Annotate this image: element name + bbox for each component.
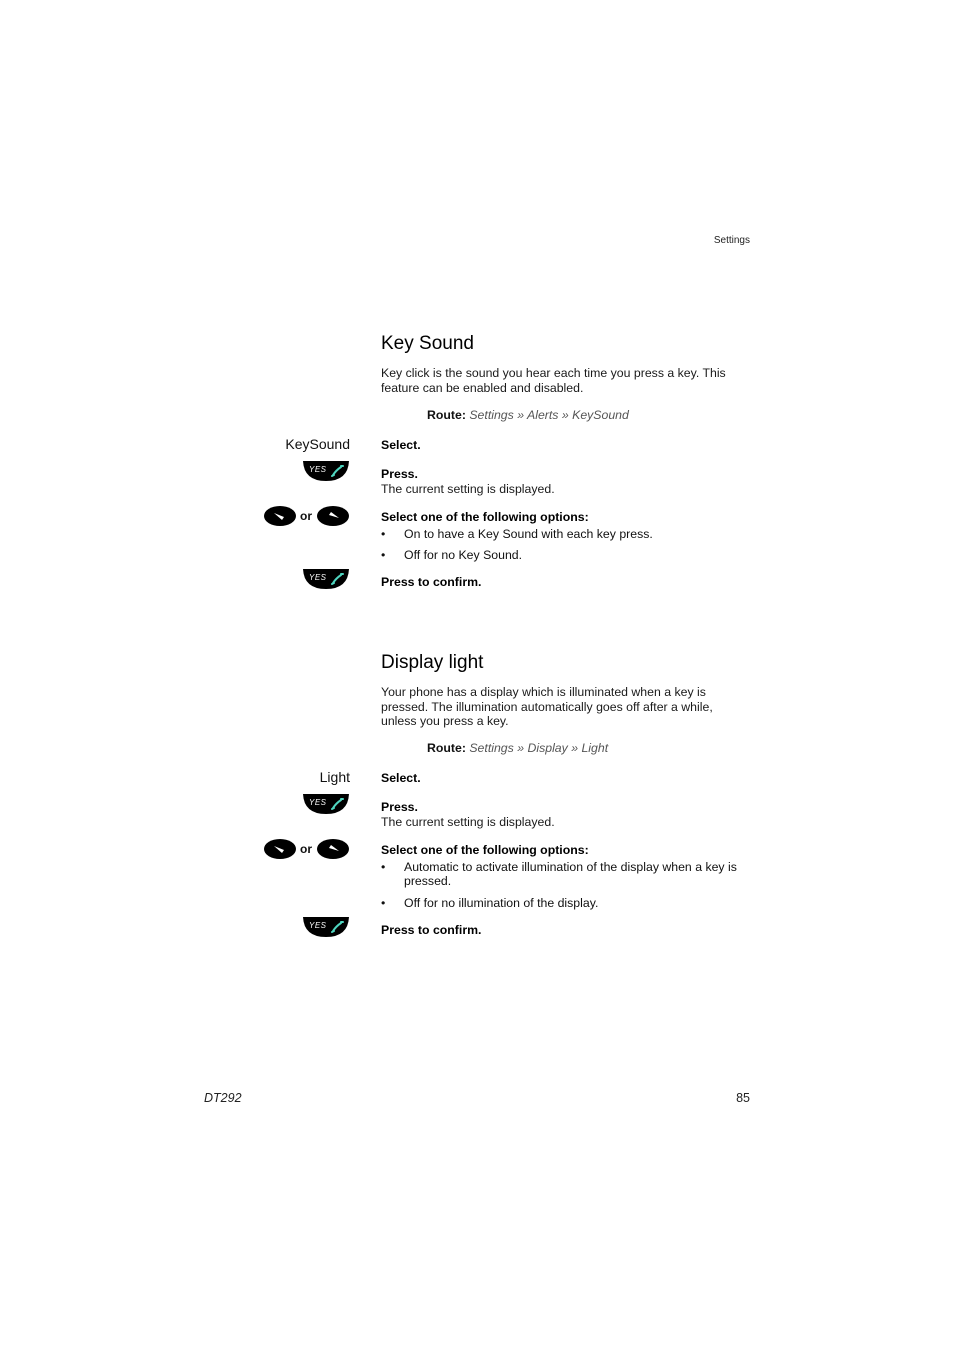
option-key: On bbox=[404, 526, 421, 541]
option-text: for no Key Sound. bbox=[420, 548, 523, 562]
step-confirm bbox=[381, 575, 751, 590]
page-number: 85 bbox=[736, 1091, 750, 1105]
yes-key-label: YES bbox=[309, 465, 327, 474]
down-key-icon bbox=[263, 505, 297, 527]
section-intro-display-light: Your phone has a display which is illuminated when a key is pressed. The illumination automatically goes off after a while, unless you press a key. bbox=[381, 685, 713, 728]
or-label: or bbox=[300, 509, 312, 523]
section-title-display-light: Display light bbox=[381, 652, 484, 673]
option-key: Off bbox=[404, 895, 421, 910]
step-options-text: Select one of the following options: bbox=[381, 510, 589, 524]
option-key: Automatic bbox=[404, 859, 459, 874]
option-item bbox=[381, 527, 751, 542]
step-confirm-text: Press to confirm. bbox=[381, 923, 482, 937]
option-text: for no illumination of the display. bbox=[420, 895, 599, 910]
yes-key-label: YES bbox=[309, 798, 327, 807]
yes-key-icon bbox=[302, 916, 350, 938]
option-item bbox=[381, 896, 751, 911]
section-title-key-sound: Key Sound bbox=[381, 333, 474, 354]
footer-model: DT292 bbox=[204, 1091, 242, 1105]
up-key-icon bbox=[316, 505, 350, 527]
step-options bbox=[381, 510, 751, 570]
route-display-light bbox=[427, 741, 608, 755]
option-text: to activate illumination of the display when a key is pressed. bbox=[404, 859, 737, 888]
section-intro-key-sound: Key click is the sound you hear each time you press a key. This feature can be enabled and disabled. bbox=[381, 366, 726, 395]
step-options-text: Select one of the following options: bbox=[381, 843, 589, 857]
navigation-keys bbox=[263, 505, 351, 527]
running-header: Settings bbox=[713, 235, 750, 246]
step-press-detail: The current setting is displayed. bbox=[381, 481, 555, 496]
step-press-detail: The current setting is displayed. bbox=[381, 814, 555, 829]
options-list bbox=[381, 860, 751, 911]
step-options bbox=[381, 843, 751, 917]
yes-key-icon bbox=[302, 793, 350, 815]
yes-key-label: YES bbox=[309, 573, 327, 582]
step-select bbox=[381, 771, 751, 786]
down-key-icon bbox=[263, 838, 297, 860]
yes-key-icon bbox=[302, 460, 350, 482]
up-key-icon bbox=[316, 838, 350, 860]
route-key-sound bbox=[427, 408, 629, 422]
menu-item-keysound: KeySound bbox=[285, 436, 350, 452]
menu-item-light: Light bbox=[319, 769, 350, 785]
option-text: to have a Key Sound with each key press. bbox=[420, 526, 653, 541]
options-list bbox=[381, 527, 751, 563]
step-select bbox=[381, 438, 751, 453]
option-item bbox=[381, 860, 751, 889]
navigation-keys bbox=[263, 838, 351, 860]
step-select-text: Select. bbox=[381, 438, 421, 452]
route-path: Settings » Alerts » KeySound bbox=[469, 408, 629, 422]
yes-key-icon bbox=[302, 568, 350, 590]
route-label: Route: bbox=[427, 741, 466, 755]
step-select-text: Select. bbox=[381, 771, 421, 785]
option-item bbox=[381, 548, 751, 563]
or-label: or bbox=[300, 842, 312, 856]
route-label: Route: bbox=[427, 408, 466, 422]
option-key: Off bbox=[404, 548, 421, 562]
step-press bbox=[381, 467, 751, 496]
step-press-text: Press. bbox=[381, 467, 418, 481]
step-press bbox=[381, 800, 751, 829]
step-press-text: Press. bbox=[381, 800, 418, 814]
step-confirm-text: Press to confirm. bbox=[381, 575, 482, 589]
step-confirm bbox=[381, 923, 751, 938]
route-path: Settings » Display » Light bbox=[469, 741, 609, 755]
yes-key-label: YES bbox=[309, 921, 327, 930]
